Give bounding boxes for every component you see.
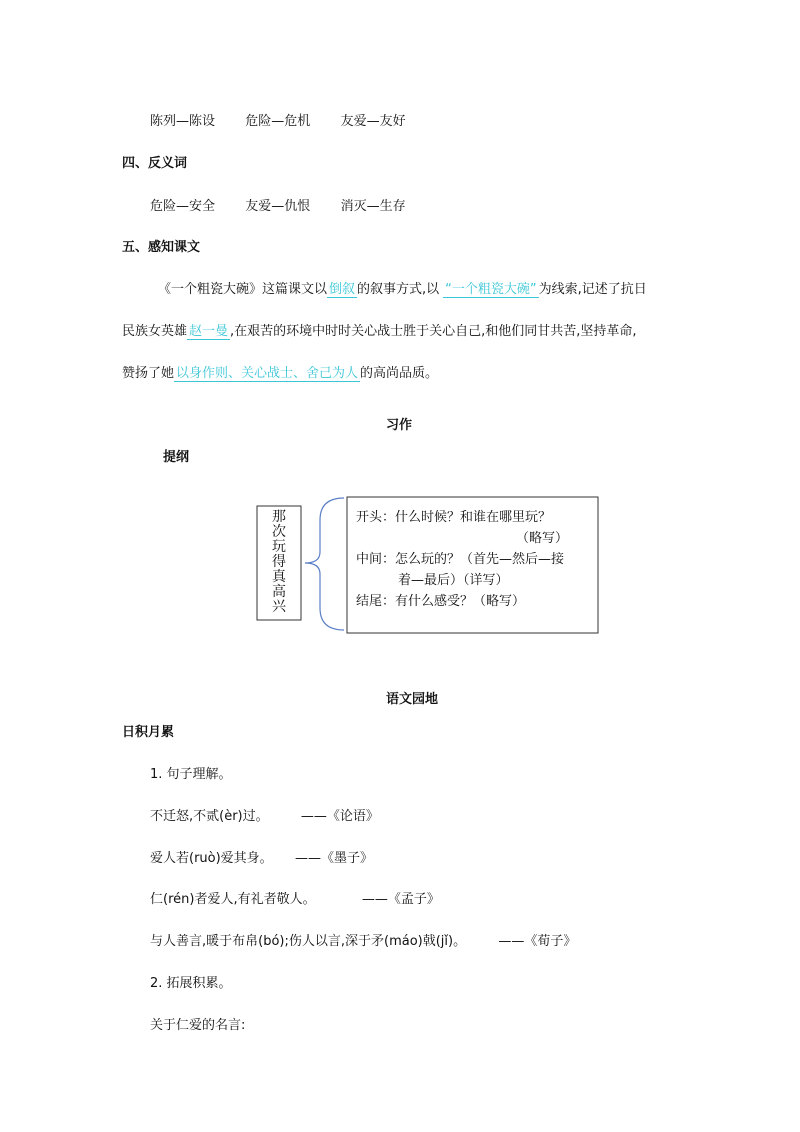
quote-source: ——《论语》 <box>300 809 379 824</box>
synonym-pair: 陈列—陈设 <box>150 114 216 129</box>
quote-source: ——《荀子》 <box>498 934 577 949</box>
topic-vertical-text <box>271 510 287 615</box>
answer-blank: 倒叙 <box>329 282 356 297</box>
topic-char: 兴 <box>272 599 286 615</box>
outline-note: （略写） <box>516 531 569 546</box>
topic-char: 玩 <box>272 539 286 555</box>
outline-note: 着—最后）（详写） <box>398 573 509 588</box>
topic-char: 得 <box>272 554 286 570</box>
answer-blank: “一个粗瓷大碗” <box>445 282 537 297</box>
quote-text: 不迁怒,不贰(èr)过。 <box>150 809 269 824</box>
quote-source: ——《孟子》 <box>361 892 440 907</box>
quote-row <box>150 805 379 824</box>
quote-text: 仁(rén)者爱人,有礼者敬人。 <box>150 892 316 907</box>
quote-text: 与人善言,暖于布帛(bó);伤人以言,深于矛(máo)戟(jǐ)。 <box>150 934 467 949</box>
outline-line-ending: 结尾：有什么感受？（略写） <box>356 594 526 609</box>
topic-char: 那 <box>272 509 286 525</box>
synonym-pair: 友爱—友好 <box>340 114 406 129</box>
synonym-pair: 危险—危机 <box>245 114 311 129</box>
outline-line-middle: 中间：怎么玩的？（首先—然后—接 <box>356 552 565 567</box>
text-segment: ,在艰苦的环境中时时关心战士胜于关心自己,和他们同甘共苦,坚持革命, <box>230 324 637 339</box>
text-segment: 的高尚品质。 <box>360 366 439 381</box>
text-segment: 的叙事方式,以 <box>357 282 440 297</box>
item-heading: 2. 拓展积累。 <box>150 976 232 991</box>
brace-connector <box>305 498 344 630</box>
quote-text: 爱人若(ruò)爱其身。 <box>150 851 273 866</box>
outline-line-opening: 开头：什么时候？和谁在哪里玩？ <box>356 510 552 525</box>
item-heading: 1. 句子理解。 <box>150 767 232 782</box>
text-segment: 赞扬了她 <box>122 366 175 381</box>
writing-title: 习作 <box>386 418 413 433</box>
answer-blank: 赵一曼 <box>189 324 229 339</box>
garden-title: 语文园地 <box>386 692 439 707</box>
quote-row <box>150 930 576 949</box>
antonym-heading: 四、反义词 <box>122 156 188 171</box>
text-segment: 民族女英雄 <box>122 324 188 339</box>
comprehension-heading: 五、感知课文 <box>122 240 201 255</box>
topic-char: 真 <box>272 569 286 585</box>
answer-blank: 以身作则、关心战士、舍己为人 <box>176 366 359 381</box>
quote-row <box>150 888 440 907</box>
item-subheading: 关于仁爱的名言: <box>150 1018 246 1033</box>
outline-label: 提纲 <box>163 450 190 465</box>
antonym-pair: 危险—安全 <box>150 199 216 214</box>
garden-section-heading: 日积月累 <box>122 725 175 740</box>
quote-row <box>150 847 373 866</box>
text-segment: 为线索,记述了抗日 <box>538 282 647 297</box>
topic-char: 高 <box>272 584 286 600</box>
antonym-pair: 友爱—仇恨 <box>245 199 311 214</box>
quote-source: ——《墨子》 <box>294 851 373 866</box>
antonym-pair: 消灭—生存 <box>340 199 406 214</box>
topic-char: 次 <box>272 524 286 540</box>
text-segment: 《一个粗瓷大碗》这篇课文以 <box>158 282 328 297</box>
